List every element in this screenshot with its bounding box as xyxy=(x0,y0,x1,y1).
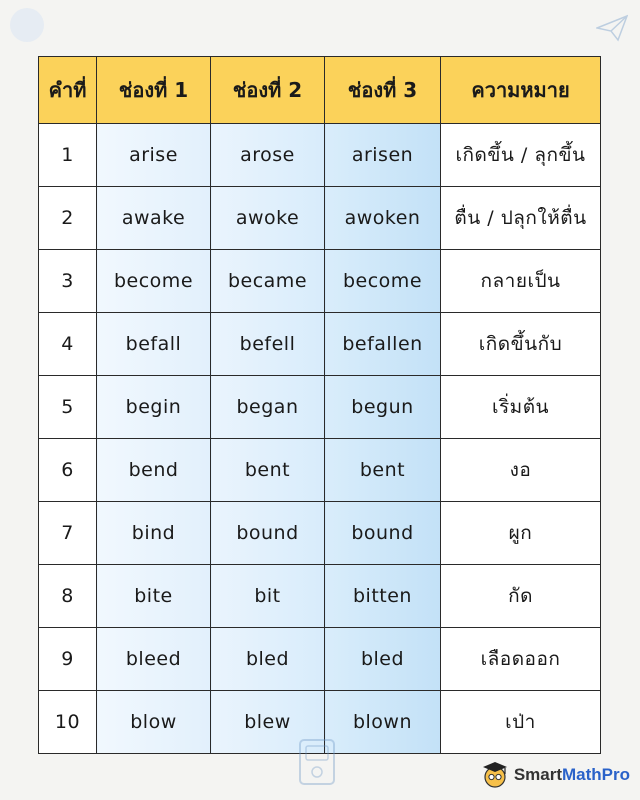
row-number: 9 xyxy=(39,628,97,691)
verb-form-3: begun xyxy=(325,376,441,439)
table-row xyxy=(39,313,601,376)
table-row xyxy=(39,124,601,187)
header-number: คำที่ xyxy=(39,57,97,124)
brand-name: SmartMathPro xyxy=(513,765,630,784)
header-form-3: ช่องที่ 3 xyxy=(325,57,441,124)
row-number: 6 xyxy=(39,439,97,502)
table-row xyxy=(39,628,601,691)
verb-meaning: เริ่มต้น xyxy=(441,376,601,439)
verb-meaning: เกิดขึ้น / ลุกขึ้น xyxy=(441,124,601,187)
verb-form-3: become xyxy=(325,250,441,313)
verb-form-2: befell xyxy=(211,313,325,376)
irregular-verbs-table xyxy=(38,56,601,754)
row-number: 4 xyxy=(39,313,97,376)
verb-form-1: awake xyxy=(97,187,211,250)
book-doodle-icon xyxy=(292,732,348,792)
verb-form-2: bled xyxy=(211,628,325,691)
row-number: 8 xyxy=(39,565,97,628)
verb-form-3: bitten xyxy=(325,565,441,628)
header-meaning: ความหมาย xyxy=(441,57,601,124)
table-row xyxy=(39,439,601,502)
verb-form-2: began xyxy=(211,376,325,439)
table-row xyxy=(39,187,601,250)
paper-plane-icon xyxy=(596,14,628,42)
verb-form-1: begin xyxy=(97,376,211,439)
verb-form-2: arose xyxy=(211,124,325,187)
verb-form-3: bound xyxy=(325,502,441,565)
verb-meaning: เป่า xyxy=(441,691,601,754)
verb-form-2: became xyxy=(211,250,325,313)
verb-form-1: blow xyxy=(97,691,211,754)
verb-form-2: bit xyxy=(211,565,325,628)
verb-form-3: bled xyxy=(325,628,441,691)
brand-logo-block xyxy=(480,760,630,790)
verb-form-2: blew xyxy=(211,691,325,754)
table-row xyxy=(39,250,601,313)
row-number: 10 xyxy=(39,691,97,754)
verb-form-3: arisen xyxy=(325,124,441,187)
verb-form-1: become xyxy=(97,250,211,313)
verb-meaning: กัด xyxy=(441,565,601,628)
verb-form-1: bleed xyxy=(97,628,211,691)
verb-meaning: เกิดขึ้นกับ xyxy=(441,313,601,376)
verb-form-1: arise xyxy=(97,124,211,187)
verb-form-3: bent xyxy=(325,439,441,502)
verb-form-2: awoke xyxy=(211,187,325,250)
verb-meaning: กลายเป็น xyxy=(441,250,601,313)
row-number: 7 xyxy=(39,502,97,565)
table-row xyxy=(39,502,601,565)
flag-decoration-icon xyxy=(10,8,44,42)
row-number: 2 xyxy=(39,187,97,250)
verb-meaning: เลือดออก xyxy=(441,628,601,691)
row-number: 5 xyxy=(39,376,97,439)
verb-form-3: awoken xyxy=(325,187,441,250)
verb-form-2: bent xyxy=(211,439,325,502)
verb-meaning: ตื่น / ปลุกให้ตื่น xyxy=(441,187,601,250)
verb-form-2: bound xyxy=(211,502,325,565)
verb-form-1: bind xyxy=(97,502,211,565)
header-form-2: ช่องที่ 2 xyxy=(211,57,325,124)
verb-meaning: งอ xyxy=(441,439,601,502)
verb-form-1: bend xyxy=(97,439,211,502)
verb-form-3: blown xyxy=(325,691,441,754)
table-row xyxy=(39,565,601,628)
header-form-1: ช่องที่ 1 xyxy=(97,57,211,124)
row-number: 1 xyxy=(39,124,97,187)
table-row xyxy=(39,376,601,439)
verb-form-1: befall xyxy=(97,313,211,376)
table-header-row xyxy=(39,57,601,124)
verb-form-1: bite xyxy=(97,565,211,628)
verb-meaning: ผูก xyxy=(441,502,601,565)
verb-form-3: befallen xyxy=(325,313,441,376)
row-number: 3 xyxy=(39,250,97,313)
graduation-cap-icon xyxy=(480,760,510,790)
